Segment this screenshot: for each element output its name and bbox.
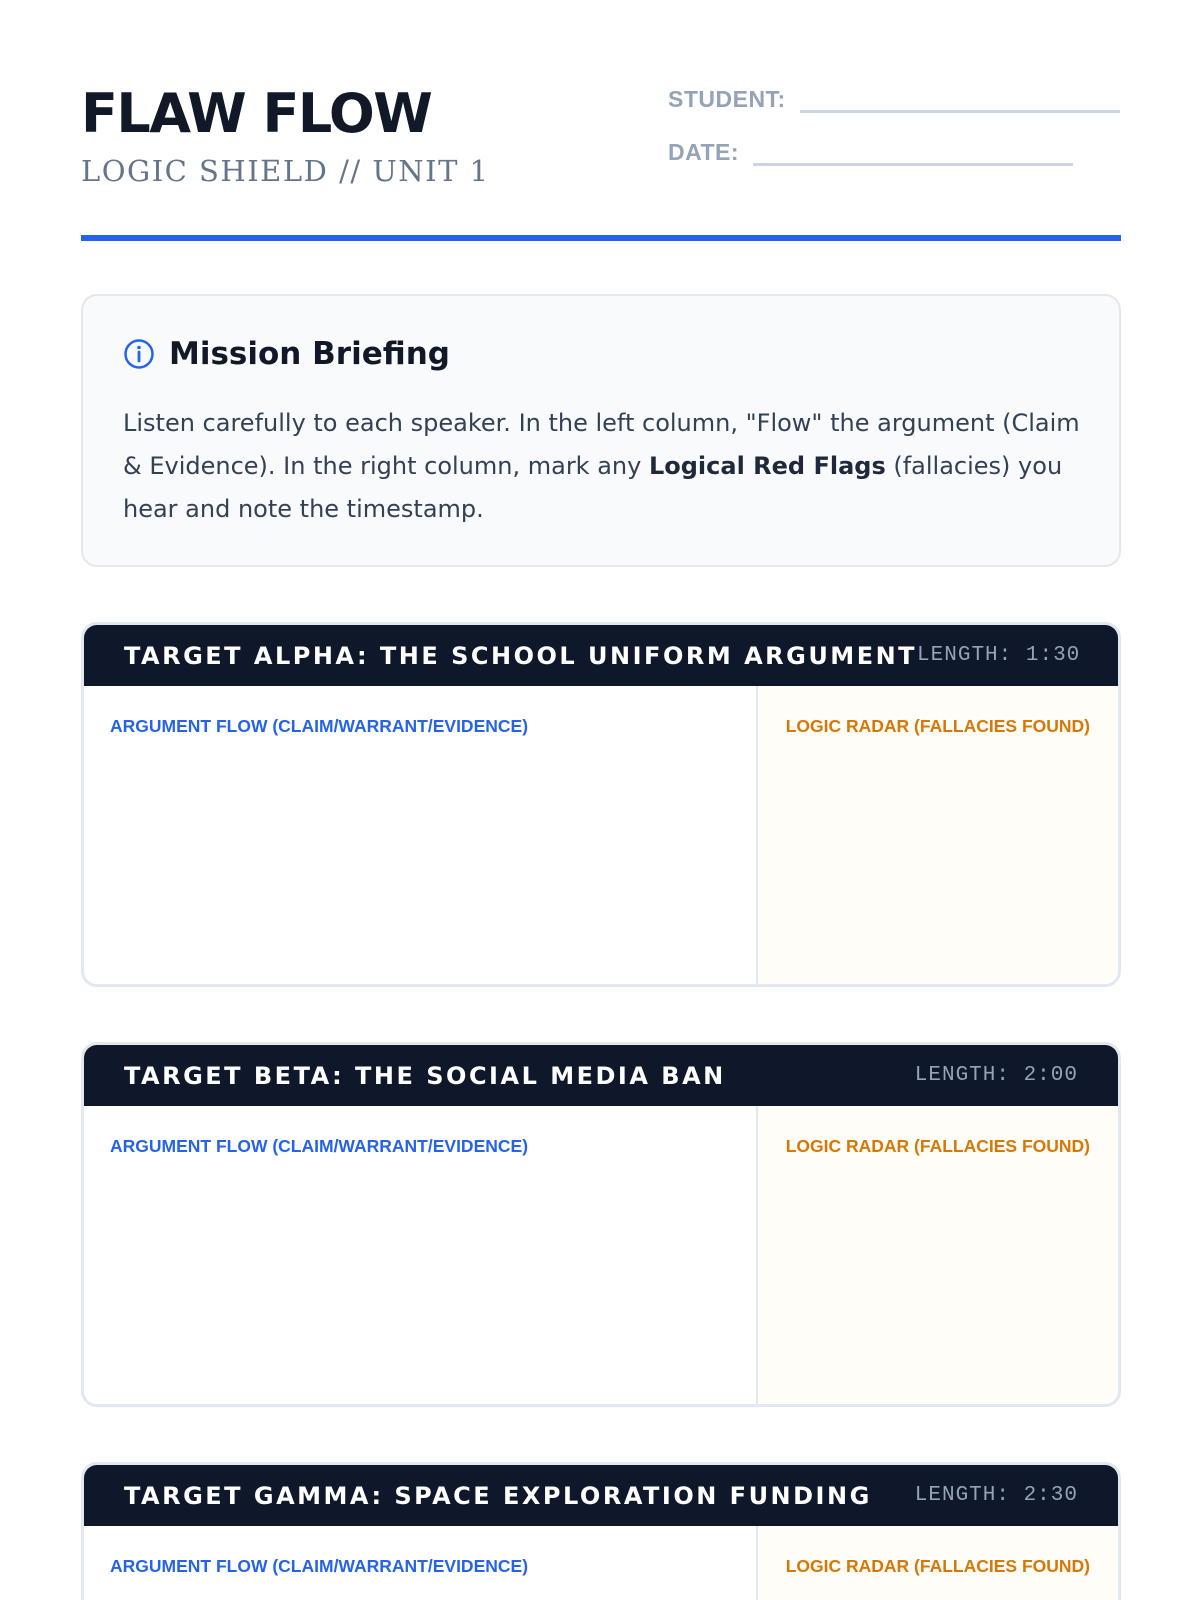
date-line[interactable]: [753, 163, 1073, 166]
argument-flow-label: ARGUMENT FLOW (CLAIM/WARRANT/EVIDENCE): [110, 716, 529, 736]
logic-radar-label: LOGIC RADAR (FALLACIES FOUND): [785, 716, 1090, 736]
target-title: TARGET ALPHA: THE SCHOOL UNIFORM ARGUMENT: [124, 641, 918, 670]
target-header: [84, 1045, 1118, 1106]
target-card-beta: [81, 1042, 1121, 1407]
date-field: [668, 139, 1073, 166]
target-card-alpha: [81, 622, 1121, 987]
info-icon: [123, 338, 155, 370]
student-name-line[interactable]: [800, 110, 1120, 113]
argument-flow-label: ARGUMENT FLOW (CLAIM/WARRANT/EVIDENCE): [110, 1556, 529, 1576]
target-body: [84, 1526, 1118, 1600]
briefing-text-part2: (fallacies) you hear and note the timestamp.: [123, 452, 1063, 523]
header-divider: [81, 235, 1121, 241]
logic-radar-label: LOGIC RADAR (FALLACIES FOUND): [785, 1136, 1090, 1156]
target-title: TARGET GAMMA: SPACE EXPLORATION FUNDING: [124, 1481, 872, 1510]
argument-flow-column[interactable]: [84, 686, 758, 984]
argument-flow-column[interactable]: [84, 1106, 758, 1404]
target-title: TARGET BETA: THE SOCIAL MEDIA BAN: [124, 1061, 726, 1090]
argument-flow-label: ARGUMENT FLOW (CLAIM/WARRANT/EVIDENCE): [110, 1136, 529, 1156]
page-title: FLAW FLOW: [81, 82, 432, 145]
target-length: LENGTH: 2:00: [914, 1064, 1078, 1087]
briefing-text-part1: Listen carefully to each speaker. In the left column, "Flow" the argument (Claim & Evidence). In the right column, mark any: [123, 409, 1080, 480]
briefing-title: Mission Briefing: [169, 336, 450, 372]
mission-briefing-card: [81, 294, 1121, 567]
logic-radar-column[interactable]: [758, 1526, 1118, 1600]
logic-radar-column[interactable]: [758, 1106, 1118, 1404]
worksheet-header: [81, 0, 1121, 242]
student-label: STUDENT:: [668, 86, 786, 112]
logic-radar-label: LOGIC RADAR (FALLACIES FOUND): [785, 1556, 1090, 1576]
page-subtitle: LOGIC SHIELD // UNIT 1: [81, 154, 490, 188]
logic-radar-column[interactable]: [758, 686, 1118, 984]
briefing-header: [123, 336, 450, 372]
target-body: [84, 1106, 1118, 1404]
target-header: [84, 625, 1118, 686]
argument-flow-column[interactable]: [84, 1526, 758, 1600]
student-field: [668, 86, 1120, 113]
target-length: LENGTH: 2:30: [914, 1484, 1078, 1507]
briefing-text: [123, 402, 1083, 531]
target-header: [84, 1465, 1118, 1526]
target-length: LENGTH: 1:30: [917, 644, 1081, 667]
date-label: DATE:: [668, 139, 740, 165]
briefing-text-emphasis: Logical Red Flags: [648, 452, 886, 480]
target-body: [84, 686, 1118, 984]
target-card-gamma: [81, 1462, 1121, 1600]
